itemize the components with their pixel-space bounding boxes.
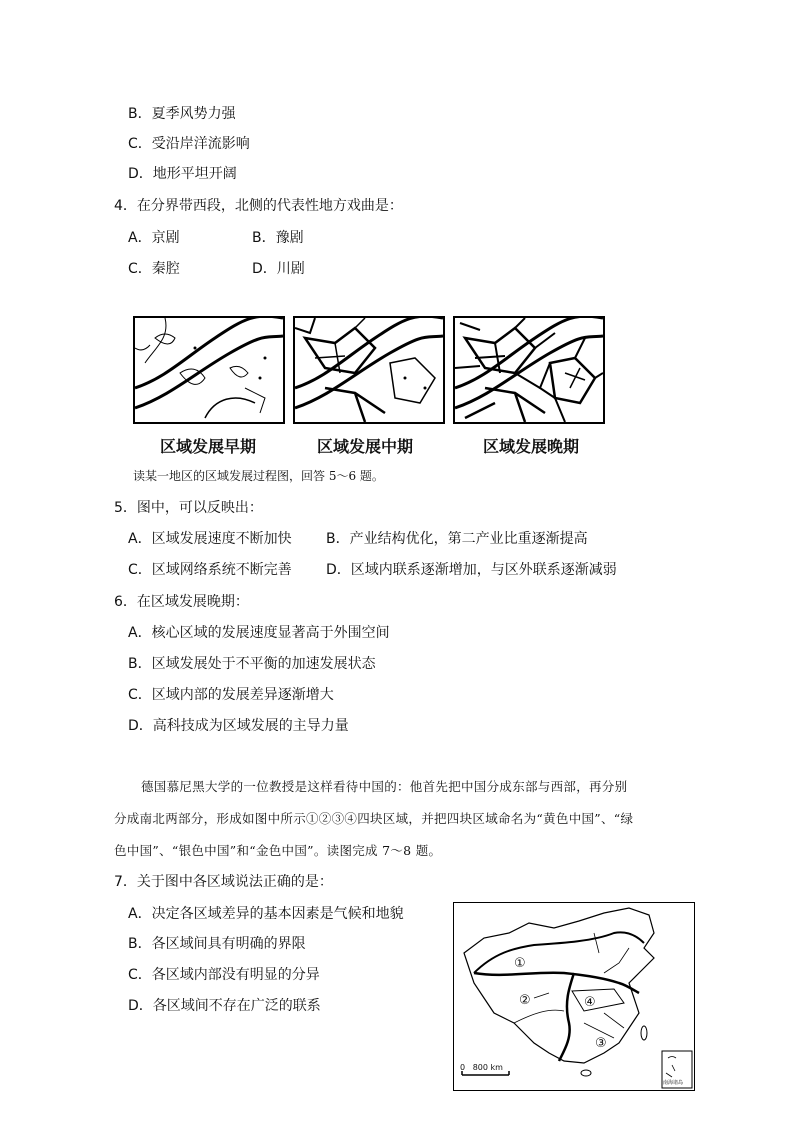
q4-option-b: B．豫剧	[252, 230, 304, 246]
q3-option-b: B．夏季风势力强	[128, 106, 236, 122]
q6-option-b: B．区域发展处于不平衡的加速发展状态	[128, 656, 376, 672]
q5-option-c: C．区域网络系统不断完善	[128, 562, 292, 578]
q6-option-d: D．高科技成为区域发展的主导力量	[128, 718, 349, 734]
region-label-1: ①	[514, 956, 526, 971]
q3-option-d: D．地形平坦开阔	[128, 166, 237, 182]
china-map-graphic	[454, 903, 694, 1090]
q6-stem: 6．在区域发展晚期：	[114, 594, 249, 610]
passage-line-1: 德国慕尼黑大学的一位教授是这样看待中国的：他首先把中国分成东部与西部，再分别	[141, 779, 628, 794]
china-region-map	[453, 902, 695, 1091]
q6-option-a: A．核心区域的发展速度显著高于外围空间	[128, 625, 390, 641]
q5-option-b: B．产业结构优化，第二产业比重逐渐提高	[326, 531, 588, 547]
q7-option-d: D．各区域间不存在广泛的联系	[128, 998, 321, 1014]
map-middle-graphic	[295, 318, 443, 422]
inset-label: 南海诸岛	[663, 1080, 684, 1086]
q7-stem: 7．关于图中各区域说法正确的是：	[114, 874, 333, 890]
caption-middle: 区域发展中期	[317, 437, 414, 456]
q5-option-a: A．区域发展速度不断加快	[128, 531, 292, 547]
region-label-2: ②	[519, 993, 531, 1008]
map-middle-stage	[293, 316, 445, 424]
q4-option-a: A．京剧	[128, 230, 180, 246]
passage-line-2: 分成南北两部分，形成如图中所示①②③④四块区域，并把四块区域命名为“黄色中国”、“绿	[114, 811, 634, 826]
region-label-4: ④	[584, 995, 596, 1010]
caption-early: 区域发展早期	[160, 437, 257, 456]
region-label-3: ③	[595, 1036, 607, 1051]
q5-stem: 5．图中，可以反映出：	[114, 500, 263, 516]
map-early-stage	[133, 316, 285, 424]
q3-option-c: C．受沿岸洋流影响	[128, 136, 250, 152]
map-early-graphic	[135, 318, 283, 422]
q7-option-c: C．各区域内部没有明显的分异	[128, 967, 320, 983]
q7-option-b: B．各区域间具有明确的界限	[128, 936, 306, 952]
q4-option-c: C．秦腔	[128, 261, 180, 277]
figure1-intro: 读某一地区的区域发展过程图，回答 5～6 题。	[133, 469, 384, 483]
q4-stem: 4．在分界带西段，北侧的代表性地方戏曲是：	[114, 198, 403, 214]
caption-late: 区域发展晚期	[483, 437, 580, 456]
map-late-stage	[453, 316, 605, 424]
q6-option-c: C．区域内部的发展差异逐渐增大	[128, 687, 334, 703]
passage-line-3: 色中国”、“银色中国”和“金色中国”。读图完成 7～8 题。	[114, 843, 442, 858]
map-scale-label: 0 800 km	[460, 1063, 503, 1072]
q5-option-d: D．区域内联系逐渐增加，与区外联系逐渐减弱	[326, 562, 617, 578]
q4-option-d: D．川剧	[252, 261, 305, 277]
map-late-graphic	[455, 318, 603, 422]
q7-option-a: A．决定各区域差异的基本因素是气候和地貌	[128, 906, 404, 922]
